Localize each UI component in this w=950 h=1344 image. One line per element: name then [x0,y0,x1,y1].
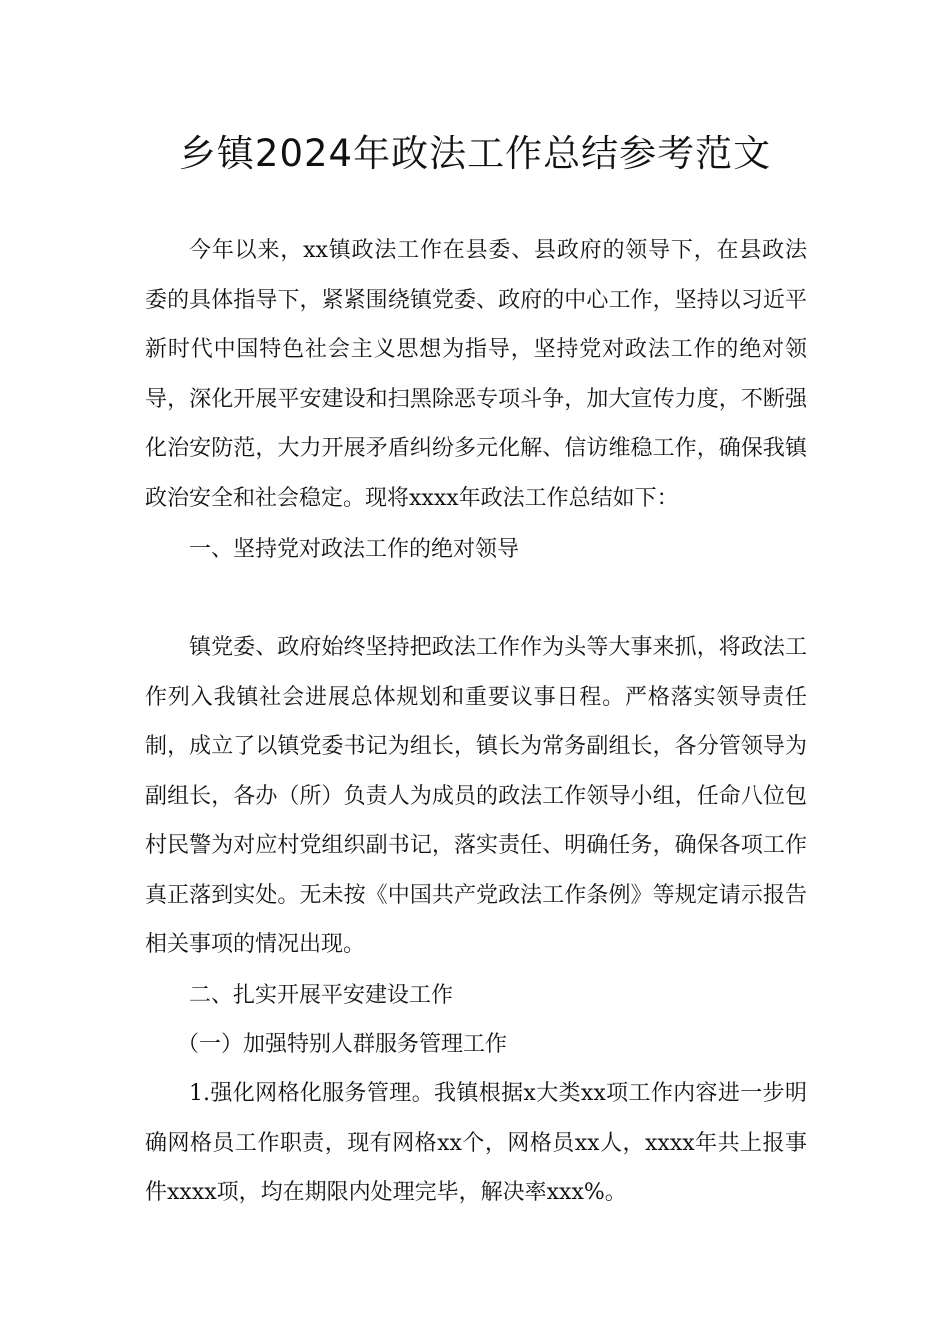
section-heading-1: 一、坚持党对政法工作的绝对领导 [189,537,520,562]
section-1-paragraph: 镇党委、政府始终坚持把政法工作作为头等大事来抓，将政法工作列入我镇社会进展总体规划和重要议事日程。严格落实领导责任制，成立了以镇党委书记为组长，镇长为常务副组长，各分管领导为副组长，各办（所）负责人为成员的政法工作领导小组，任命八位包村民警为对应村党组织副书记，落实责任、明确任务，确保各项工作真正落到实处。无未按《中国共产党政法工作条例》等规定请示报告相关事项的情况出现。 [145,635,807,957]
document-title: 乡镇2024年政法工作总结参考范文 [178,132,772,175]
section-heading-2: 二、扎实开展平安建设工作 [189,983,454,1008]
intro-paragraph: 今年以来，xx镇政法工作在县委、县政府的领导下，在县政法委的具体指导下，紧紧围绕镇党委、政府的中心工作，坚持以习近平新时代中国特色社会主义思想为指导，坚持党对政法工作的绝对领导，深化开展平安建设和扫黑除恶专项斗争，加大宣传力度，不断强化治安防范，大力开展矛盾纠纷多元化解、信访维稳工作，确保我镇政治安全和社会稳定。现将xxxx年政法工作总结如下： [145,238,807,511]
subsection-1-paragraph: 1.强化网格化服务管理。我镇根据x大类xx项工作内容进一步明确网格员工作职责，现有网格xx个，网格员xx人，xxxx年共上报事件xxxx项，均在期限内处理完毕，解决率xxx%。 [145,1081,807,1205]
subsection-heading-1: （一）加强特别人群服务管理工作 [177,1032,508,1057]
